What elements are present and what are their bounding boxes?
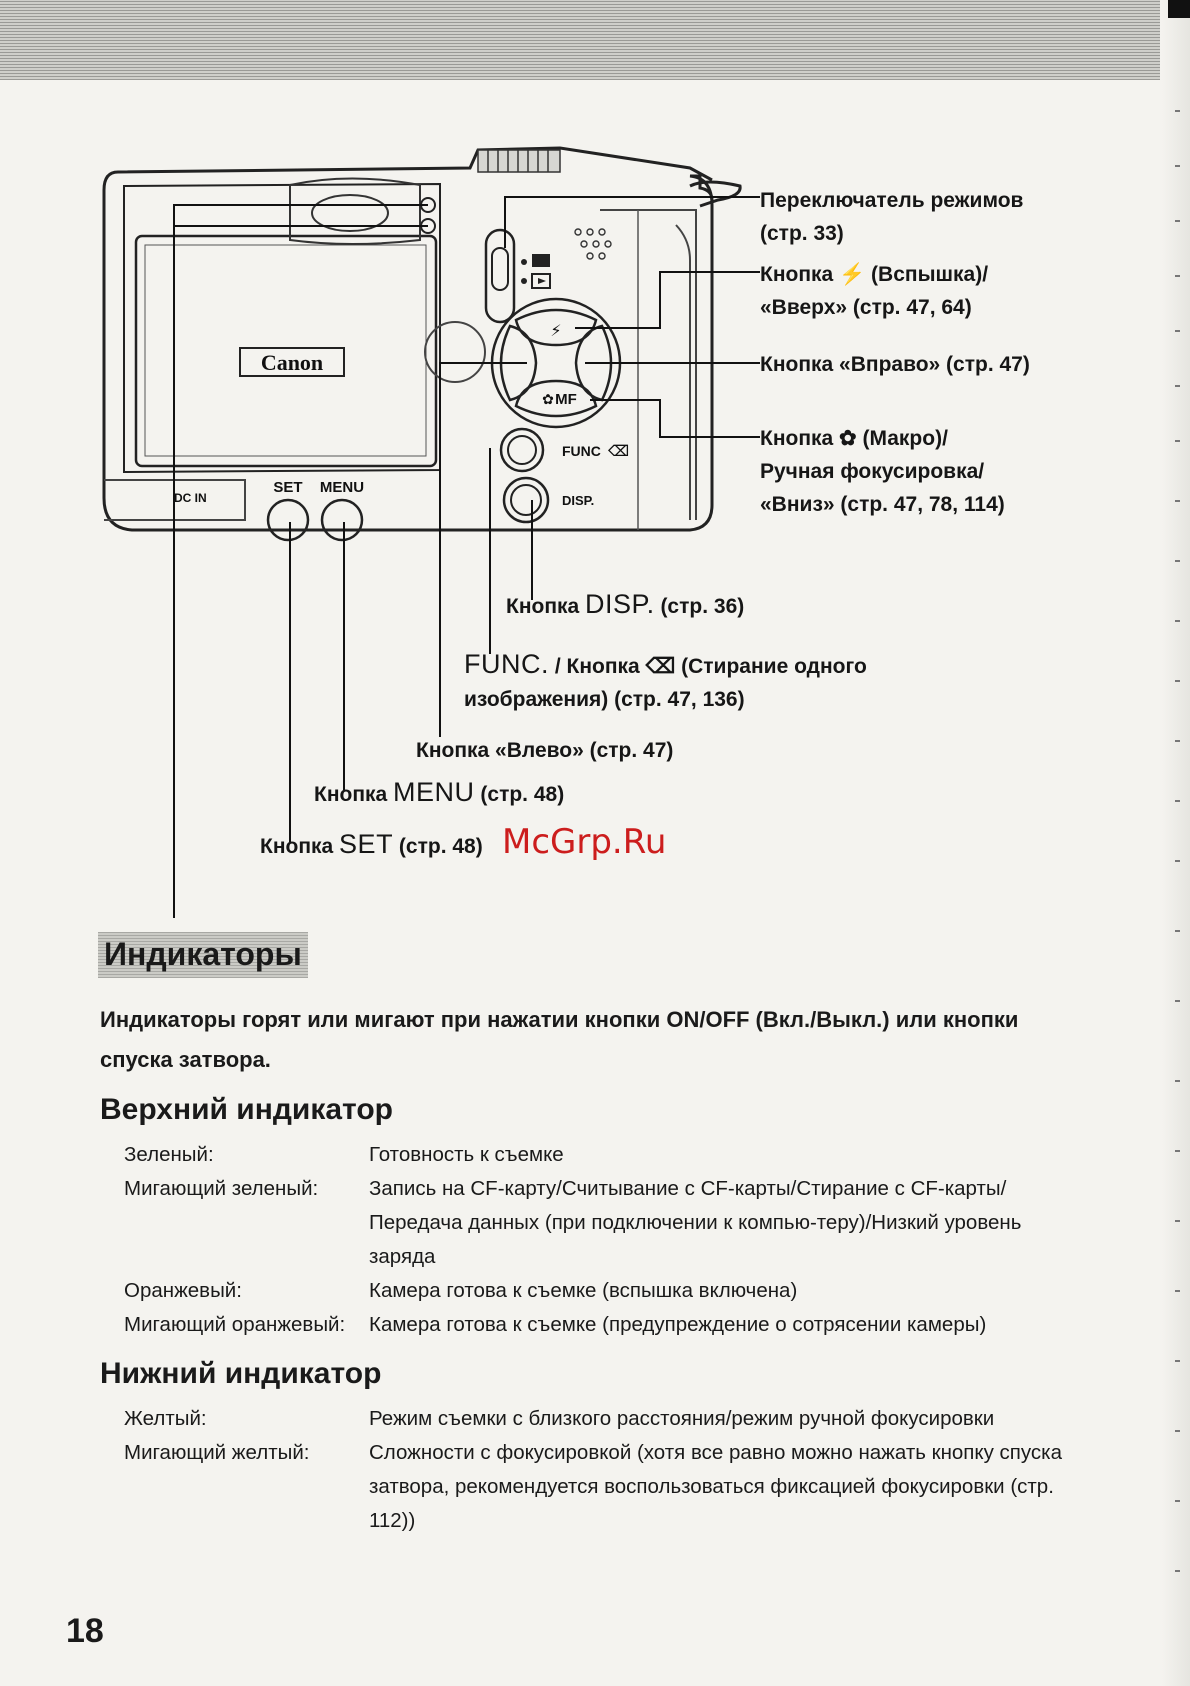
indicator-meaning: Режим съемки с близкого расстояния/режим ручной фокусировки xyxy=(369,1407,995,1430)
upper-indicator-title: Верхний индикатор xyxy=(100,1093,393,1126)
func-label: FUNC xyxy=(562,443,601,459)
indicator-state: Мигающий зеленый: xyxy=(124,1177,319,1200)
set-label: SET xyxy=(273,479,303,496)
indicator-state: Мигающий желтый: xyxy=(124,1441,310,1464)
watermark: McGrp.Ru xyxy=(502,822,667,862)
indicator-row xyxy=(124,1274,1064,1308)
indicator-state: Оранжевый: xyxy=(124,1279,242,1302)
callout-menu-button: Кнопка MENU (стр. 48) xyxy=(314,777,565,807)
indicator-state: Зеленый: xyxy=(124,1143,214,1166)
indicator-meaning: Запись на CF-карту/Считывание с CF-карты/Стирание с CF-карты/Передача данных (при подключении к компью-теру)/Низкий уровень заряда xyxy=(369,1177,1022,1268)
indicator-row xyxy=(124,1138,1064,1172)
dc-in-label: DC IN xyxy=(174,491,207,505)
func-erase-icon: ⌫ xyxy=(608,443,630,460)
callout-flash-button: Кнопка ⚡ (Вспышка)/ «Вверх» (стр. 47, 64) xyxy=(760,263,989,319)
lower-indicator-list xyxy=(124,1402,1064,1538)
page-number: 18 xyxy=(66,1612,104,1650)
callout-right-button: Кнопка «Вправо» (стр. 47) xyxy=(760,353,1030,376)
callout-set-button: Кнопка SET (стр. 48) xyxy=(260,829,483,859)
indicator-row xyxy=(124,1402,1064,1436)
mode-dial-top xyxy=(478,150,560,172)
pad-flash-icon: ⚡ xyxy=(550,323,562,340)
indicator-row xyxy=(124,1172,1064,1274)
flash-icon: ⚡ xyxy=(839,263,866,286)
mode-switch xyxy=(486,230,514,322)
indicator-row xyxy=(124,1436,1064,1538)
set-button-shape xyxy=(268,500,308,540)
callout-macro-button: Кнопка ✿ (Макро)/ Ручная фокусировка/ «Вниз» (стр. 47, 78, 114) xyxy=(760,427,1005,516)
callout-func-button: FUNC. / Кнопка ⌫ (Стирание одного изображения) (стр. 47, 136) xyxy=(464,649,867,711)
macro-icon: ✿ xyxy=(839,427,857,450)
camera-mode-icon xyxy=(532,254,550,267)
menu-button-shape xyxy=(322,500,362,540)
disp-label: DISP. xyxy=(562,493,595,508)
lower-indicator-title: Нижний индикатор xyxy=(100,1357,382,1390)
callout-left-button: Кнопка «Влево» (стр. 47) xyxy=(416,739,674,762)
pad-macro-icon: ✿ xyxy=(542,391,554,407)
indicator-row xyxy=(124,1308,1064,1342)
indicator-state: Мигающий оранжевый: xyxy=(124,1313,346,1336)
upper-indicator-list xyxy=(124,1138,1064,1342)
erase-icon: ⌫ xyxy=(645,655,676,678)
brand-text: Canon xyxy=(260,350,324,375)
indicator-meaning: Камера готова к съемке (вспышка включена) xyxy=(369,1279,798,1302)
speaker-grille xyxy=(575,229,611,259)
indicator-meaning: Камера готова к съемке (предупреждение о сотрясении камеры) xyxy=(369,1313,987,1336)
indicator-meaning: Готовность к съемке xyxy=(369,1143,564,1166)
section-title: Индикаторы xyxy=(98,932,308,978)
indicator-meaning: Сложности с фокусировкой (хотя все равно можно нажать кнопку спуска затвора, рекомендуется воспользоваться фиксацией фокусировки (стр. 112)) xyxy=(369,1441,1062,1532)
menu-label: MENU xyxy=(319,479,365,496)
section-intro: Индикаторы горят или мигают при нажатии кнопки ON/OFF (Вкл./Выкл.) или кнопки спуска затвора. xyxy=(100,1007,1019,1072)
callout-mode-switch: Переключатель режимов (стр. 33) xyxy=(760,189,1024,245)
indicator-state: Желтый: xyxy=(124,1407,207,1430)
callout-disp-button: Кнопка DISP. (стр. 36) xyxy=(506,589,745,619)
pad-mf-label: MF xyxy=(555,391,577,408)
